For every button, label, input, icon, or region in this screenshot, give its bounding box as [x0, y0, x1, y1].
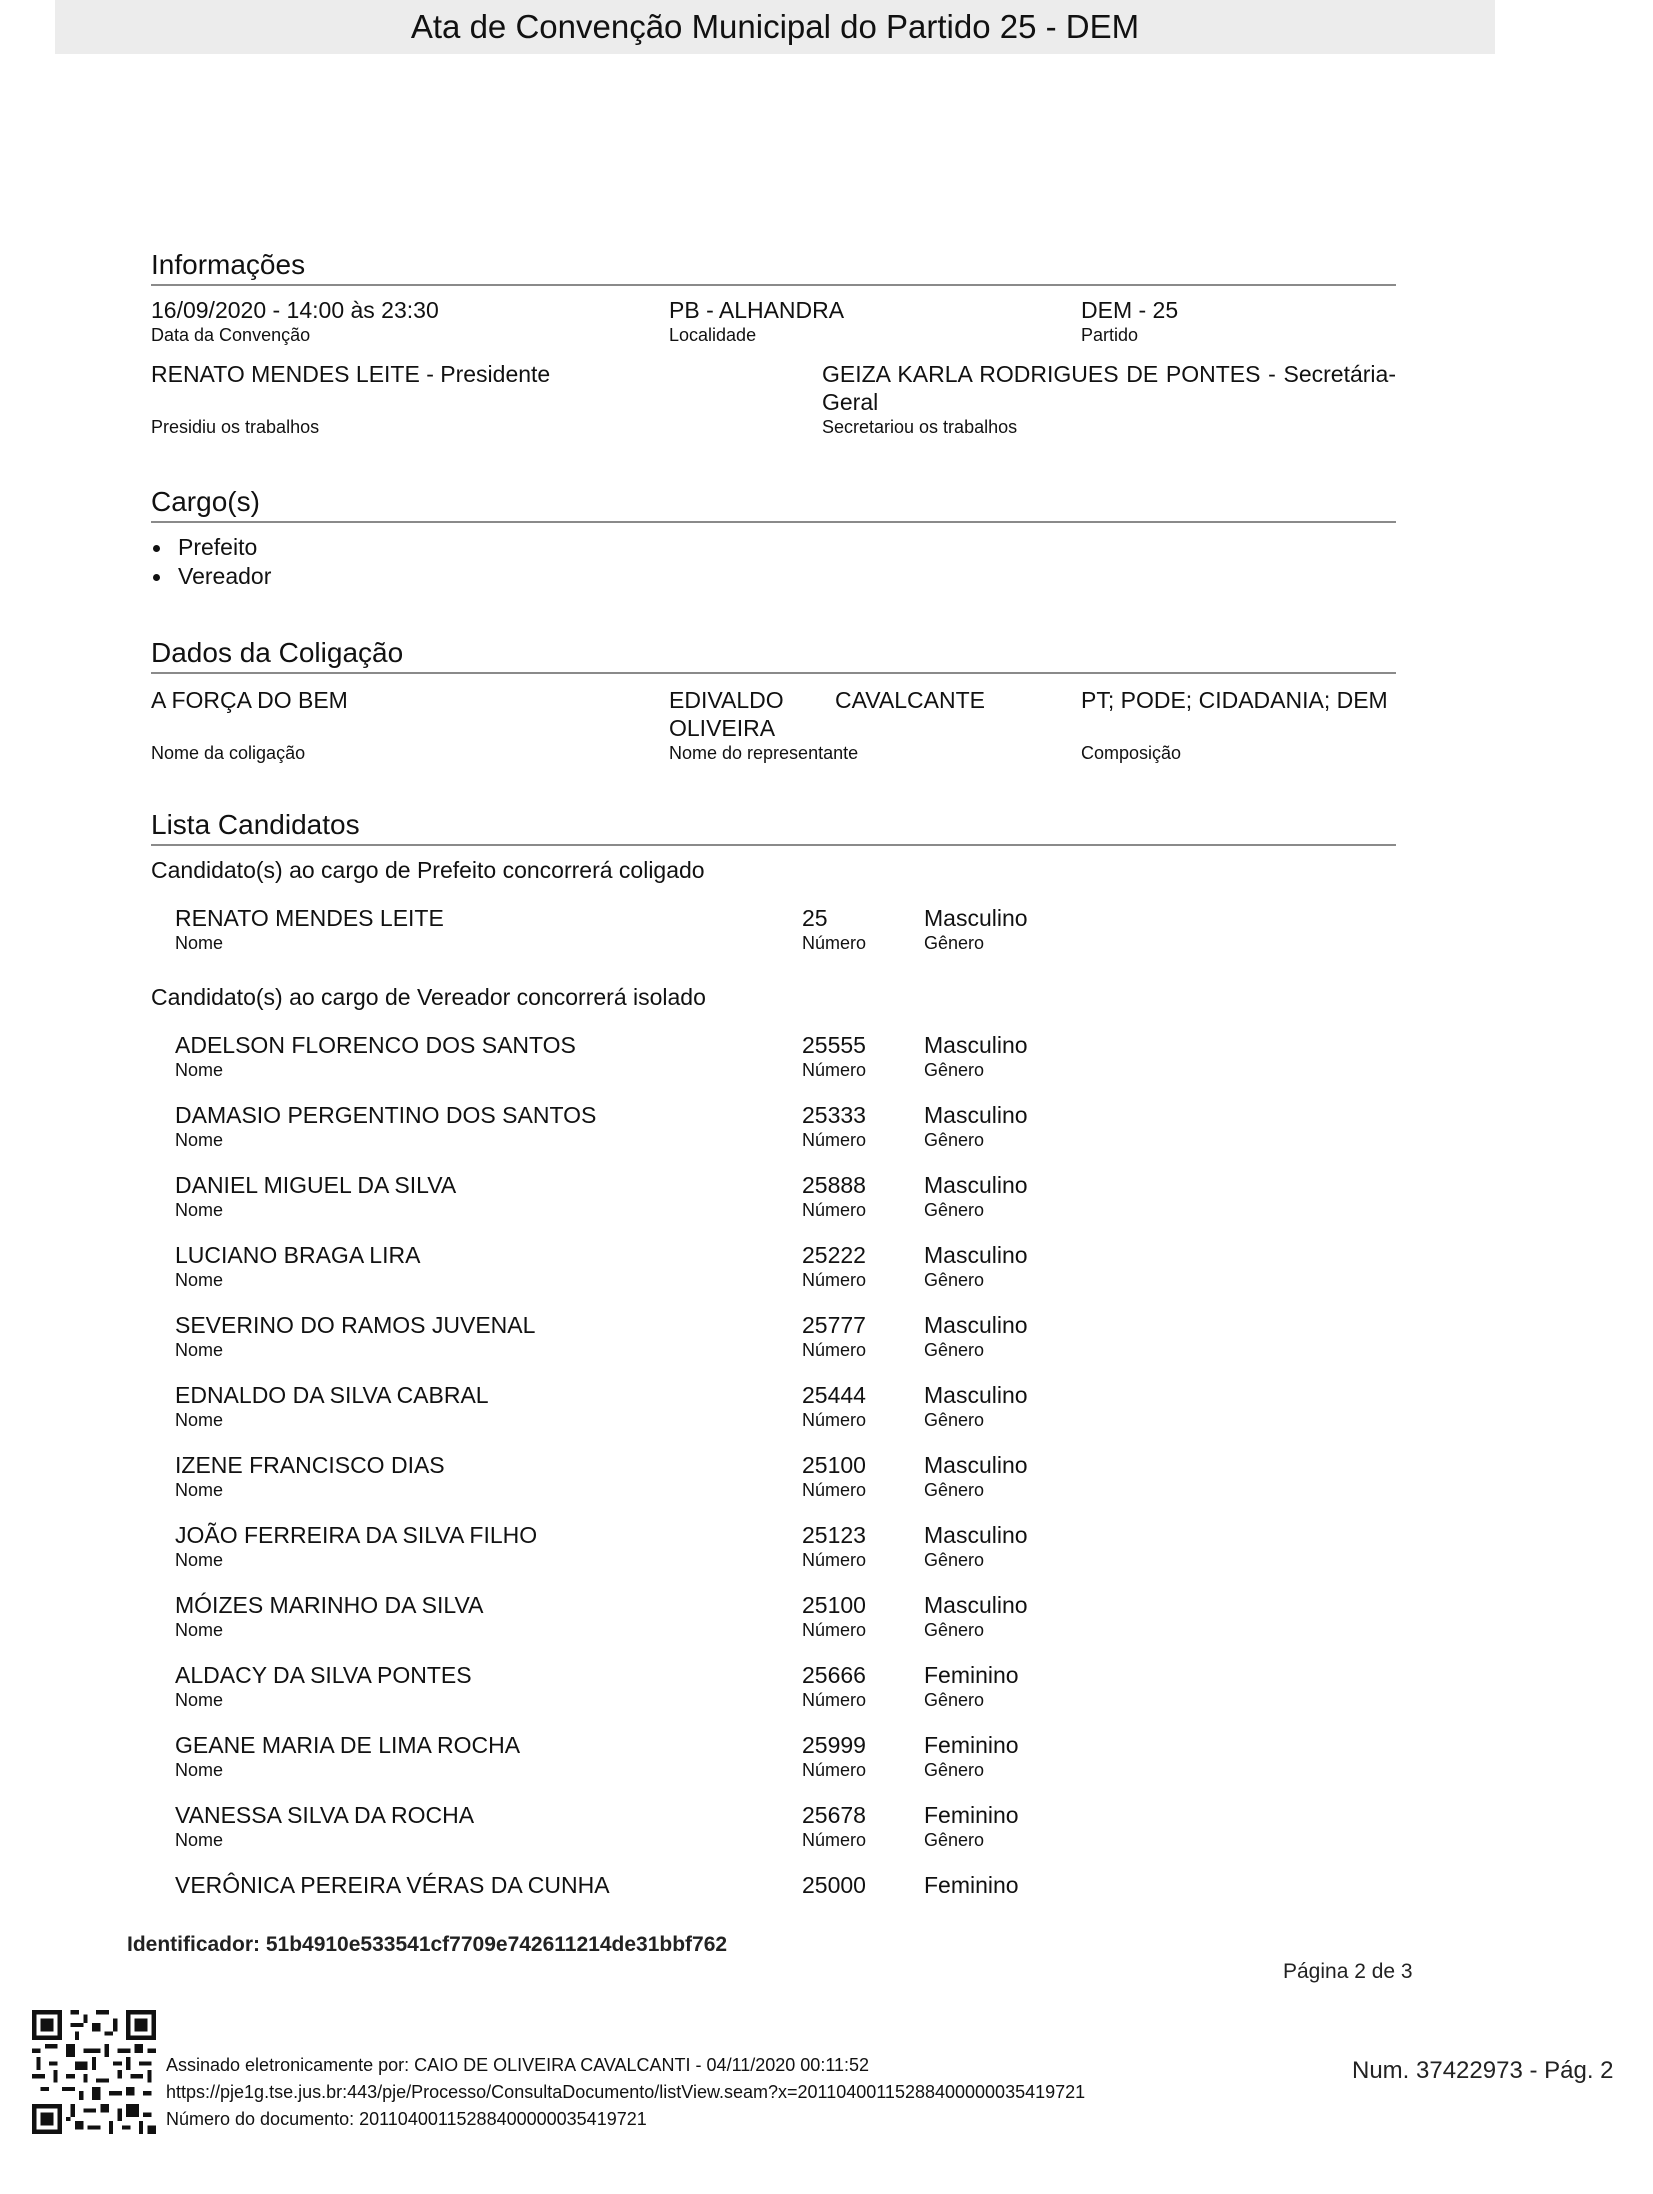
candidate-number: 25666: [802, 1662, 866, 1688]
candidate-number: 25: [802, 905, 828, 931]
candidate-name: JOÃO FERREIRA DA SILVA FILHO: [175, 1522, 538, 1548]
cargos-list: [151, 533, 271, 591]
candidate-number: 25555: [802, 1032, 866, 1058]
candidate-row: [0, 1731, 1653, 1791]
candidate-gender-label: Gênero: [924, 1200, 985, 1220]
qr-code-icon: [32, 2010, 156, 2134]
candidate-row: [0, 1381, 1653, 1441]
candidate-number: 25777: [802, 1312, 866, 1338]
candidate-row: [0, 1171, 1653, 1231]
candidate-name-label: Nome: [175, 1340, 224, 1360]
candidate-name: ALDACY DA SILVA PONTES: [175, 1662, 472, 1688]
candidate-row: [0, 904, 1653, 964]
document-title: Ata de Convenção Municipal do Partido 25 - DEM: [55, 0, 1495, 54]
data-convencao-value: 16/09/2020 - 14:00 às 23:30: [151, 297, 439, 323]
candidate-gender-label: Gênero: [924, 1340, 985, 1360]
candidate-gender: Masculino: [924, 1382, 1028, 1408]
candidate-gender: Feminino: [924, 1872, 1019, 1898]
candidate-name: DANIEL MIGUEL DA SILVA: [175, 1172, 457, 1198]
candidate-number: 25100: [802, 1452, 866, 1478]
candidate-gender-label: Gênero: [924, 1410, 985, 1430]
candidate-number: 25888: [802, 1172, 866, 1198]
candidate-name: RENATO MENDES LEITE: [175, 905, 444, 931]
candidate-number-label: Número: [802, 1830, 867, 1850]
candidate-name-label: Nome: [175, 933, 224, 953]
candidate-gender-label: Gênero: [924, 1270, 985, 1290]
partido-label: Partido: [1081, 325, 1139, 345]
candidate-number: 25100: [802, 1592, 866, 1618]
candidate-number-label: Número: [802, 1620, 867, 1640]
numero-documento: Número do documento: 20110400115288400000035419721: [166, 2109, 647, 2129]
candidate-number-label: Número: [802, 1410, 867, 1430]
candidate-name-label: Nome: [175, 1480, 224, 1500]
candidate-name-label: Nome: [175, 1690, 224, 1710]
representante-label: Nome do representante: [669, 743, 859, 763]
candidate-gender: Masculino: [924, 905, 1028, 931]
candidate-gender: Masculino: [924, 1102, 1028, 1128]
presidiu-value: RENATO MENDES LEITE - Presidente: [151, 361, 551, 387]
candidate-number-label: Número: [802, 1340, 867, 1360]
composicao-label: Composição: [1081, 743, 1182, 763]
cargo-item: Prefeito: [151, 533, 271, 562]
data-convencao-label: Data da Convenção: [151, 325, 311, 345]
candidate-name: IZENE FRANCISCO DIAS: [175, 1452, 445, 1478]
candidate-row: [0, 1871, 1653, 1931]
candidate-name-label: Nome: [175, 1060, 224, 1080]
candidate-gender: Feminino: [924, 1662, 1019, 1688]
candidate-gender: Masculino: [924, 1522, 1028, 1548]
localidade-label: Localidade: [669, 325, 757, 345]
candidate-name-label: Nome: [175, 1410, 224, 1430]
candidate-number-label: Número: [802, 1060, 867, 1080]
representante-value-line2: OLIVEIRA: [669, 715, 776, 741]
section-cargos-title: Cargo(s): [151, 485, 1396, 523]
candidate-row: [0, 1451, 1653, 1511]
composicao-value: PT; PODE; CIDADANIA; DEM: [1081, 687, 1388, 713]
presidiu-label: Presidiu os trabalhos: [151, 417, 320, 437]
localidade-value: PB - ALHANDRA: [669, 297, 845, 323]
candidate-row: [0, 1591, 1653, 1651]
candidate-row: [0, 1101, 1653, 1161]
candidate-row: [0, 1521, 1653, 1581]
partido-value: DEM - 25: [1081, 297, 1179, 323]
candidate-name-label: Nome: [175, 1270, 224, 1290]
candidate-gender-label: Gênero: [924, 1130, 985, 1150]
candidate-row: [0, 1311, 1653, 1371]
candidate-number-label: Número: [802, 1270, 867, 1290]
page-indicator: Página 2 de 3: [1283, 1960, 1413, 1983]
candidate-name: LUCIANO BRAGA LIRA: [175, 1242, 421, 1268]
secretariou-value-line1: GEIZA KARLA RODRIGUES DE PONTES - Secretária-: [822, 361, 1396, 387]
candidate-gender: Masculino: [924, 1592, 1028, 1618]
candidate-gender: Masculino: [924, 1452, 1028, 1478]
identificador: Identificador: 51b4910e533541cf7709e742611214de31bbf762: [127, 1933, 728, 1956]
candidate-gender-label: Gênero: [924, 1480, 985, 1500]
candidate-number: 25444: [802, 1382, 866, 1408]
candidate-number: 25123: [802, 1522, 866, 1548]
section-candidatos-title: Lista Candidatos: [151, 808, 1396, 846]
candidate-name: VERÔNICA PEREIRA VÉRAS DA CUNHA: [175, 1872, 610, 1898]
candidate-number: 25678: [802, 1802, 866, 1828]
candidate-gender: Masculino: [924, 1312, 1028, 1338]
candidate-name: EDNALDO DA SILVA CABRAL: [175, 1382, 489, 1408]
num-pag: Num. 37422973 - Pág. 2: [1352, 2057, 1614, 2084]
prefeito-heading: Candidato(s) ao cargo de Prefeito concorrerá coligado: [151, 857, 705, 883]
coligacao-nome-label: Nome da coligação: [151, 743, 306, 763]
representante-value-line1: EDIVALDO CAVALCANTE: [669, 687, 985, 713]
candidate-name: ADELSON FLORENCO DOS SANTOS: [175, 1032, 576, 1058]
candidate-gender: Masculino: [924, 1032, 1028, 1058]
candidate-number: 25333: [802, 1102, 866, 1128]
candidate-row: [0, 1031, 1653, 1091]
candidate-number: 25000: [802, 1872, 866, 1898]
candidate-name: GEANE MARIA DE LIMA ROCHA: [175, 1732, 521, 1758]
coligacao-nome-value: A FORÇA DO BEM: [151, 687, 348, 713]
candidate-gender: Masculino: [924, 1172, 1028, 1198]
candidate-gender: Feminino: [924, 1732, 1019, 1758]
candidate-gender-label: Gênero: [924, 1830, 985, 1850]
secretariou-value-line2: Geral: [822, 389, 879, 415]
candidate-name-label: Nome: [175, 1830, 224, 1850]
candidate-gender-label: Gênero: [924, 1550, 985, 1570]
candidate-name: DAMASIO PERGENTINO DOS SANTOS: [175, 1102, 597, 1128]
candidate-name: SEVERINO DO RAMOS JUVENAL: [175, 1312, 536, 1338]
candidate-name-label: Nome: [175, 1550, 224, 1570]
cargo-item: Vereador: [151, 562, 271, 591]
candidate-name-label: Nome: [175, 1760, 224, 1780]
candidate-name: VANESSA SILVA DA ROCHA: [175, 1802, 475, 1828]
candidate-number-label: Número: [802, 933, 867, 953]
candidate-number-label: Número: [802, 1480, 867, 1500]
candidate-gender: Feminino: [924, 1802, 1019, 1828]
candidate-number-label: Número: [802, 1690, 867, 1710]
candidate-number: 25222: [802, 1242, 866, 1268]
candidate-row: [0, 1801, 1653, 1861]
candidate-number: 25999: [802, 1732, 866, 1758]
candidate-number-label: Número: [802, 1550, 867, 1570]
assinado-eletronicamente: Assinado eletronicamente por: CAIO DE OLIVEIRA CAVALCANTI - 04/11/2020 00:11:52: [166, 2055, 870, 2075]
vereador-heading: Candidato(s) ao cargo de Vereador concorrerá isolado: [151, 984, 706, 1010]
candidate-gender-label: Gênero: [924, 1060, 985, 1080]
secretariou-label: Secretariou os trabalhos: [822, 417, 1018, 437]
candidate-gender-label: Gênero: [924, 1690, 985, 1710]
candidate-number-label: Número: [802, 1130, 867, 1150]
section-coligacao-title: Dados da Coligação: [151, 636, 1396, 674]
candidate-name-label: Nome: [175, 1130, 224, 1150]
candidate-name-label: Nome: [175, 1620, 224, 1640]
candidate-gender-label: Gênero: [924, 1760, 985, 1780]
candidate-gender-label: Gênero: [924, 933, 985, 953]
candidate-gender-label: Gênero: [924, 1620, 985, 1640]
candidate-name: MÓIZES MARINHO DA SILVA: [175, 1592, 484, 1618]
section-informacoes-title: Informações: [151, 248, 1396, 286]
candidate-row: [0, 1241, 1653, 1301]
candidate-gender: Masculino: [924, 1242, 1028, 1268]
candidate-number-label: Número: [802, 1760, 867, 1780]
candidate-number-label: Número: [802, 1200, 867, 1220]
candidate-row: [0, 1661, 1653, 1721]
candidate-name-label: Nome: [175, 1200, 224, 1220]
documento-url[interactable]: https://pje1g.tse.jus.br:443/pje/Processo/ConsultaDocumento/listView.seam?x=20110400115288400000035419721: [166, 2082, 1086, 2102]
